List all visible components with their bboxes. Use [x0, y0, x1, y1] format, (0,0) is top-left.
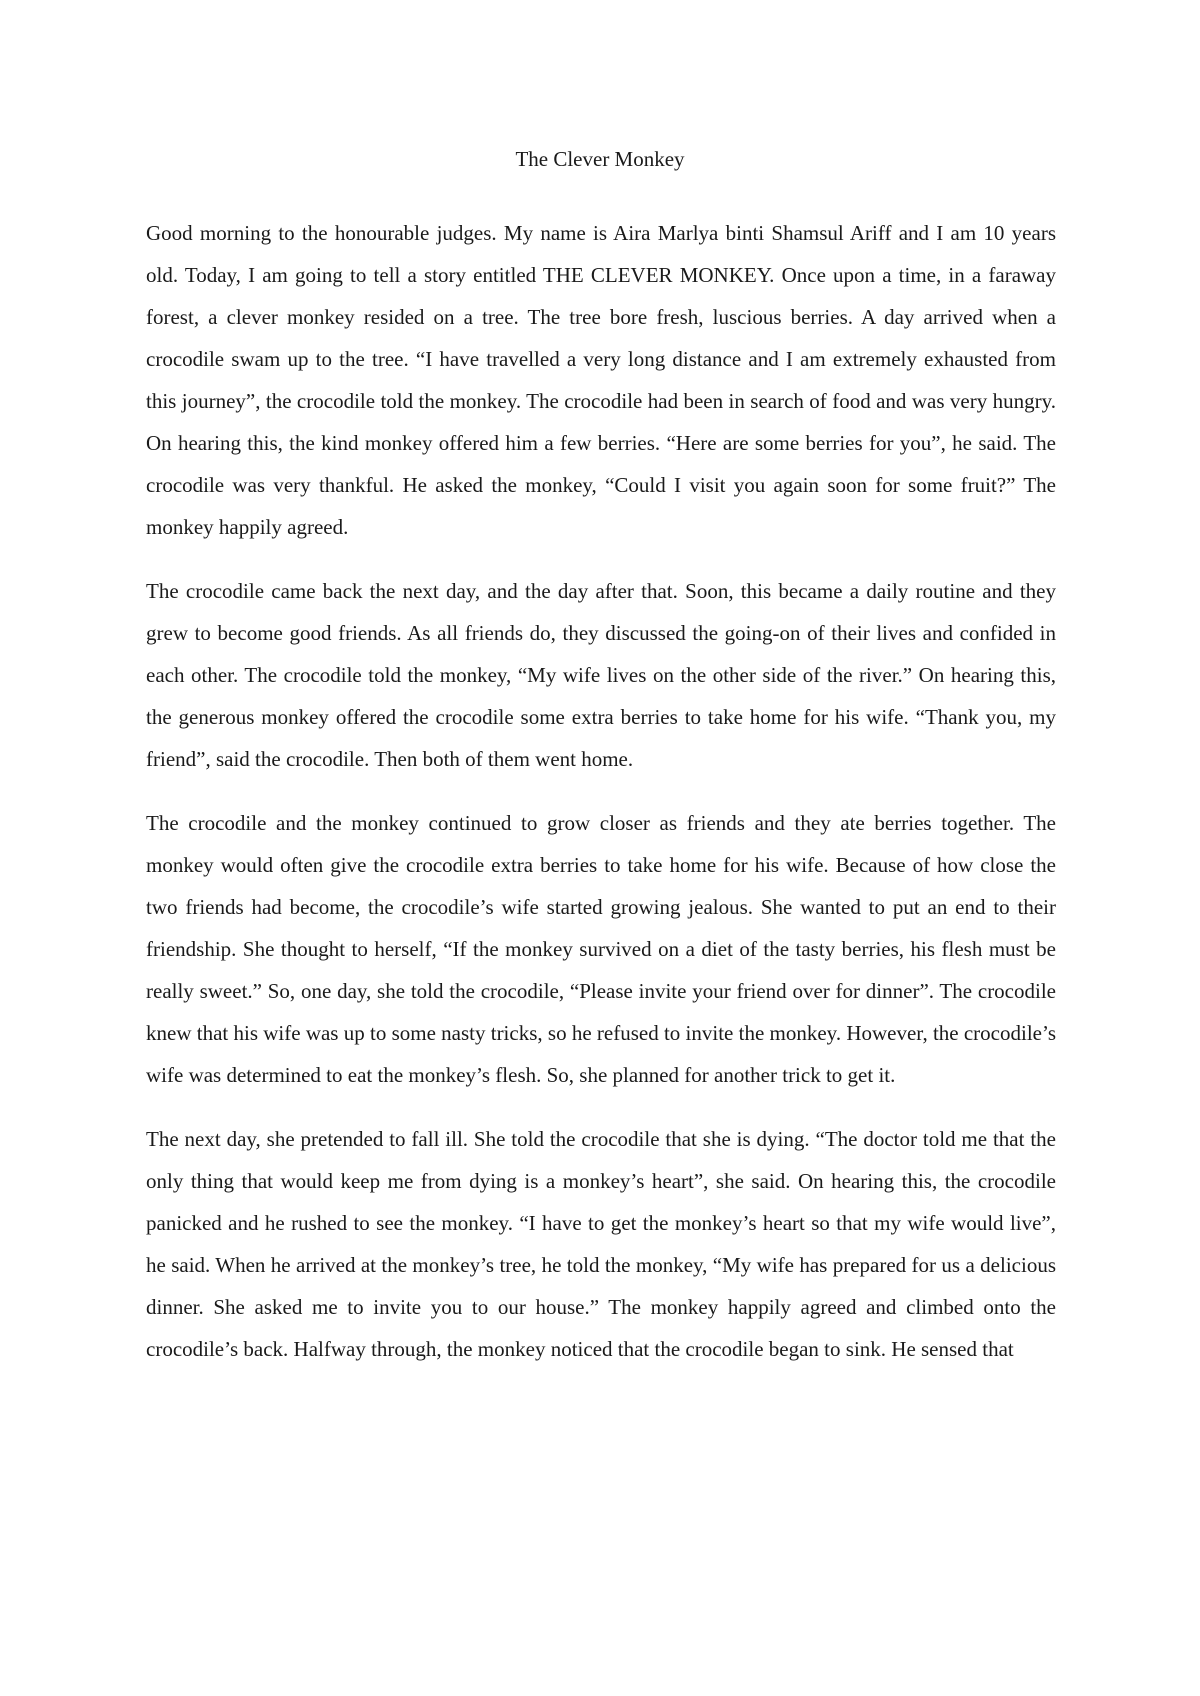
page-title: The Clever Monkey [515, 147, 685, 171]
paragraph-2: The crocodile came back the next day, and the day after that. Soon, this became a daily routine and they grew to become good friends. As all friends do, they discussed the going-on of their lives and confided in each other. The crocodile told the monkey, “My wife lives on the other side of the river.” On hearing this, the generous monkey offered the crocodile some extra berries to take home for his wife. “Thank you, my friend”, said the crocodile. Then both of them went home. [146, 579, 1056, 771]
paragraph-4: The next day, she pretended to fall ill. She told the crocodile that she is dying. “The doctor told me that the only thing that would keep me from dying is a monkey’s heart”, she said. On hearing this, the crocodile panicked and he rushed to see the monkey. “I have to get the monkey’s heart so that my wife would live”, he said. When he arrived at the monkey’s tree, he told the monkey, “My wife has prepared for us a delicious dinner. She asked me to invite you to our house.” The monkey happily agreed and climbed onto the crocodile’s back. Halfway through, the monkey noticed that the crocodile began to sink. He sensed that [146, 1127, 1056, 1361]
paragraph-3: The crocodile and the monkey continued to grow closer as friends and they ate berries together. The monkey would often give the crocodile extra berries to take home for his wife. Because of how close the two friends had become, the crocodile’s wife started growing jealous. She wanted to put an end to their friendship. She thought to herself, “If the monkey survived on a diet of the tasty berries, his flesh must be really sweet.” So, one day, she told the crocodile, “Please invite your friend over for dinner”. The crocodile knew that his wife was up to some nasty tricks, so he refused to invite the monkey. However, the crocodile’s wife was determined to eat the monkey’s flesh. So, she planned for another trick to get it. [146, 811, 1056, 1087]
story-body [146, 212, 1056, 1392]
paragraph-1: Good morning to the honourable judges. My name is Aira Marlya binti Shamsul Ariff and I am 10 years old. Today, I am going to tell a story entitled THE CLEVER MONKEY. Once upon a time, in a faraway forest, a clever monkey resided on a tree. The tree bore fresh, luscious berries. A day arrived when a crocodile swam up to the tree. “I have travelled a very long distance and I am extremely exhausted from this journey”, the crocodile told the monkey. The crocodile had been in search of food and was very hungry. On hearing this, the kind monkey offered him a few berries. “Here are some berries for you”, he said. The crocodile was very thankful. He asked the monkey, “Could I visit you again soon for some fruit?” The monkey happily agreed. [146, 221, 1056, 539]
